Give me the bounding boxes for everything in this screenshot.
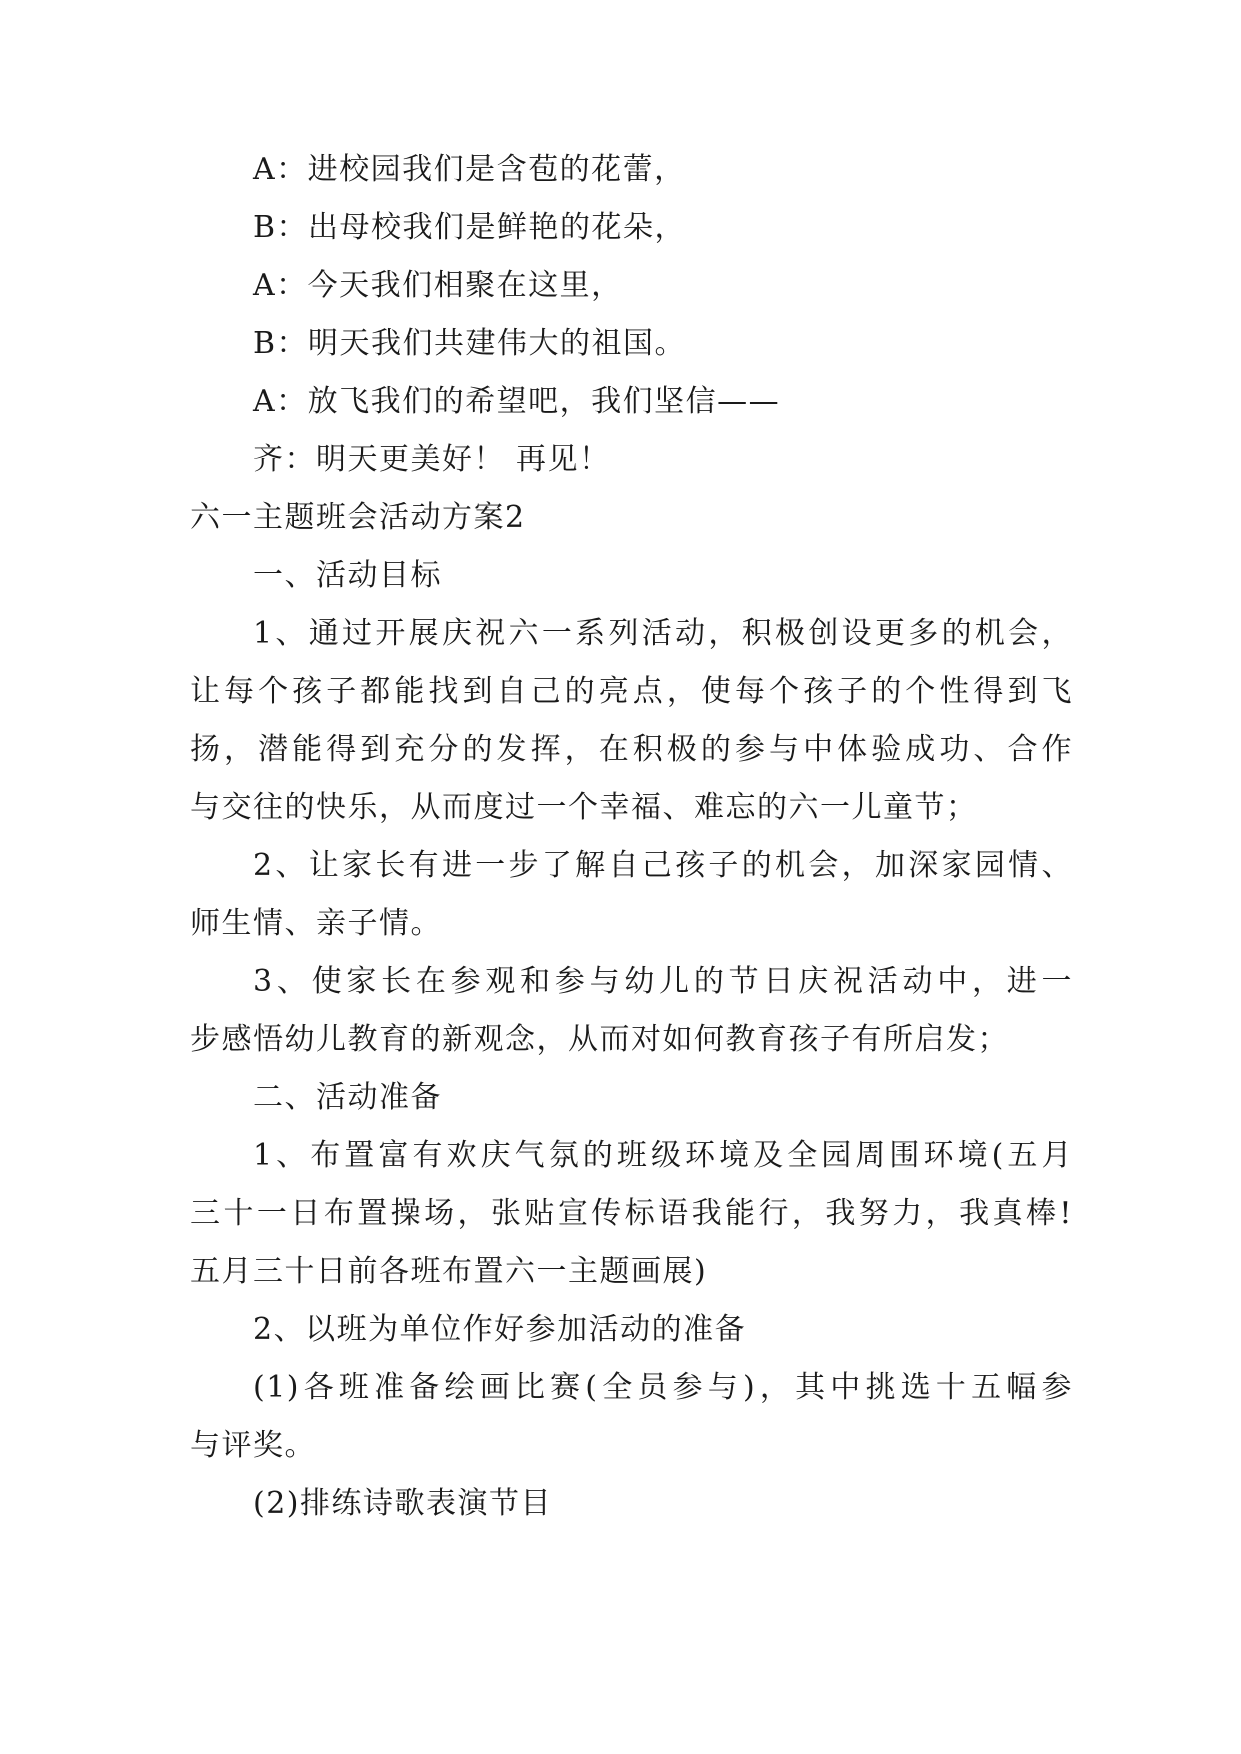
dialogue-line-a2: A：今天我们相聚在这里， bbox=[253, 268, 623, 303]
prep-2-1-line-2: 与评奖。 bbox=[190, 1428, 316, 1463]
prep-1-line-2: 三十一日布置操场，张贴宣传标语我能行，我努力，我真棒! bbox=[190, 1196, 1073, 1231]
heading-preparation: 二、活动准备 bbox=[253, 1080, 442, 1115]
dialogue-line-b2: B：明天我们共建伟大的祖国。 bbox=[253, 326, 687, 361]
prep-1-line-3: 五月三十日前各班布置六一主题画展) bbox=[190, 1254, 708, 1289]
dialogue-line-a1: A：进校园我们是含苞的花蕾， bbox=[253, 152, 686, 187]
goal-2-line-2: 师生情、亲子情。 bbox=[190, 906, 442, 941]
prep-2-1-line-1: (1)各班准备绘画比赛(全员参与)，其中挑选十五幅参 bbox=[253, 1370, 1073, 1405]
dialogue-line-a3: A：放飞我们的希望吧，我们坚信—— bbox=[253, 384, 781, 419]
goal-1-line-4: 与交往的快乐，从而度过一个幸福、难忘的六一儿童节； bbox=[190, 790, 978, 825]
prep-2: 2、以班为单位作好参加活动的准备 bbox=[253, 1312, 747, 1347]
goal-3-line-2: 步感悟幼儿教育的新观念，从而对如何教育孩子有所启发； bbox=[190, 1022, 1009, 1057]
goal-2-line-1: 2、让家长有进一步了解自己孩子的机会，加深家园情、 bbox=[253, 848, 1073, 883]
dialogue-line-together: 齐：明天更美好！ 再见！ bbox=[253, 442, 611, 477]
goal-3-line-1: 3、使家长在参观和参与幼儿的节日庆祝活动中，进一 bbox=[253, 964, 1073, 999]
goal-1-line-1: 1、通过开展庆祝六一系列活动，积极创设更多的机会， bbox=[253, 616, 1073, 651]
goal-1-line-3: 扬，潜能得到充分的发挥，在积极的参与中体验成功、合作 bbox=[190, 732, 1073, 767]
heading-goals: 一、活动目标 bbox=[253, 558, 442, 593]
dialogue-line-b1: B：出母校我们是鲜艳的花朵， bbox=[253, 210, 687, 245]
section-title: 六一主题班会活动方案2 bbox=[190, 500, 526, 535]
prep-2-2: (2)排练诗歌表演节目 bbox=[253, 1486, 552, 1521]
prep-1-line-1: 1、布置富有欢庆气氛的班级环境及全园周围环境(五月 bbox=[253, 1138, 1073, 1173]
goal-1-line-2: 让每个孩子都能找到自己的亮点，使每个孩子的个性得到飞 bbox=[190, 674, 1073, 709]
